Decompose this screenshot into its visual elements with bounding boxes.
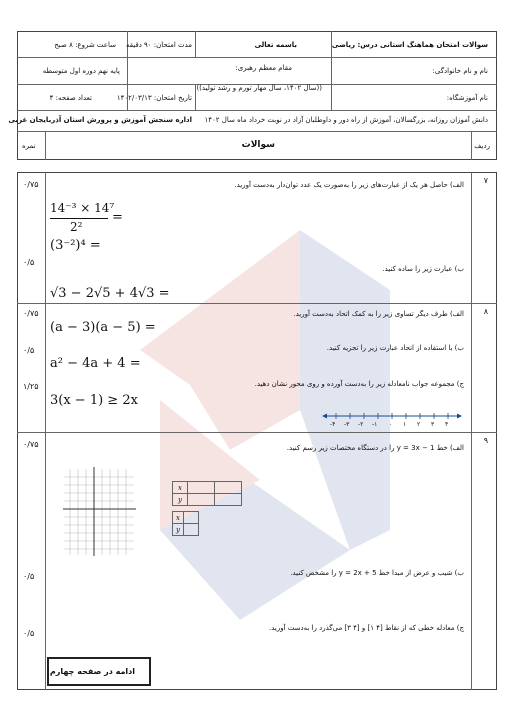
question-part: ب) شیب و عرض از مبدا خط y = 2x + 5 را مشخص کنید. — [290, 569, 464, 577]
question-part: ج) مجموعه جواب نامعادله زیر را به‌دست آورده و روی محور نشان دهید. — [254, 380, 464, 388]
question-part: الف) طرف دیگر تساوی زیر را به کمک اتحاد به‌دست آورید. — [293, 310, 464, 318]
math-denominator: 2² — [70, 220, 83, 234]
score: ۱/۲۵ — [23, 382, 39, 391]
axis-label: ۲ — [417, 421, 421, 428]
score: ۰/۵ — [23, 629, 35, 638]
table-header: y — [173, 494, 188, 506]
question-part: ب) با استفاده از اتحاد عبارت زیر را تجزیه کنید. — [326, 344, 464, 352]
equals-sign: = — [112, 210, 123, 225]
leader-quote: ((سال ۱۴۰۲، سال مهار تورم و رشد تولید)) — [196, 84, 322, 92]
col-row-label: ردیف — [474, 142, 490, 150]
axis-label: -۳ — [344, 421, 350, 428]
table-header: y — [173, 524, 184, 536]
question-part: الف) حاصل هر یک از عبارت‌های زیر را به‌صورت یک عدد توان‌دار به‌دست آورید. — [234, 181, 464, 189]
office-label: اداره سنجش آموزش و پرورش استان آذربایجان غربی — [8, 116, 192, 124]
xy-table — [172, 481, 242, 506]
school-label: نام آموزشگاه: — [446, 94, 488, 102]
leader-label: مقام معظم رهبری: — [235, 64, 292, 72]
axis-labels — [322, 421, 462, 431]
math-expression: √3 − 2√5 + 4√3 = — [50, 286, 170, 301]
duration-label: مدت امتحان: ۹۰ دقیقه — [125, 41, 192, 49]
math-expression: (3⁻²)⁴ = — [50, 238, 101, 253]
question-number: ۷ — [483, 176, 488, 185]
students-line: دانش آموزان روزانه، بزرگسالان، آموزش از راه دور و داوطلبان آزاد در نوبت خرداد ماه سال ۱۴۰۲ — [204, 116, 488, 124]
col-questions-label: سوالات — [241, 140, 275, 150]
axis-label: -۴ — [330, 421, 336, 428]
question-number: ۸ — [483, 307, 488, 316]
grade-label: پایه نهم دوره اول متوسطه — [42, 67, 120, 75]
continue-label: ادامه در صفحه چهارم — [49, 667, 135, 676]
axis-label: -۲ — [358, 421, 364, 428]
start-time-label: ساعت شروع: ۸ صبح — [54, 41, 116, 49]
student-name-label: نام و نام خانوادگی: — [432, 67, 488, 75]
continue-box — [47, 657, 151, 686]
axis-label: -۱ — [372, 421, 378, 428]
table-header: x — [173, 482, 188, 494]
score: ۰/۷۵ — [23, 180, 39, 189]
table-header: x — [173, 512, 184, 524]
coordinate-grid — [62, 465, 138, 557]
score: ۰/۷۵ — [23, 309, 39, 318]
axis-label: ۳ — [431, 421, 435, 428]
xy-table — [172, 511, 199, 536]
math-expression: 3(x − 1) ≥ 2x — [50, 393, 138, 408]
math-expression: (a − 3)(a − 5) = — [50, 320, 156, 335]
pages-label: تعداد صفحه: ۴ — [49, 94, 92, 102]
title-center: باسمه تعالی — [254, 41, 297, 49]
score: ۰/۵ — [23, 572, 35, 581]
math-numerator: 14⁻³ × 14⁷ — [50, 201, 115, 215]
math-expression: a² − 4a + 4 = — [50, 356, 141, 371]
score: ۰/۵ — [23, 346, 35, 355]
exam-date-label: تاریخ امتحان: ۱۴۰۲/۰۳/۱۳ — [116, 94, 192, 102]
question-part: ج) معادله خطی که از نقاط [۴ ۱] و [۴ ۳] می‌گذرد را به‌دست آورید. — [269, 624, 464, 632]
question-part: ب) عبارت زیر را ساده کنید. — [382, 265, 464, 273]
axis-label: ۰ — [389, 421, 393, 428]
question-number: ۹ — [483, 436, 488, 445]
score: ۰/۷۵ — [23, 440, 39, 449]
subject-label: سوالات امتحان هماهنگ استانی درس: ریاضی — [331, 41, 488, 49]
axis-label: ۱ — [403, 421, 407, 428]
col-score-label: نمره — [22, 142, 36, 150]
axis-label: ۴ — [445, 421, 449, 428]
question-part: الف) خط y = 3x − 1 را در دستگاه مختصات زیر رسم کنید. — [286, 444, 464, 452]
score: ۰/۵ — [23, 258, 35, 267]
